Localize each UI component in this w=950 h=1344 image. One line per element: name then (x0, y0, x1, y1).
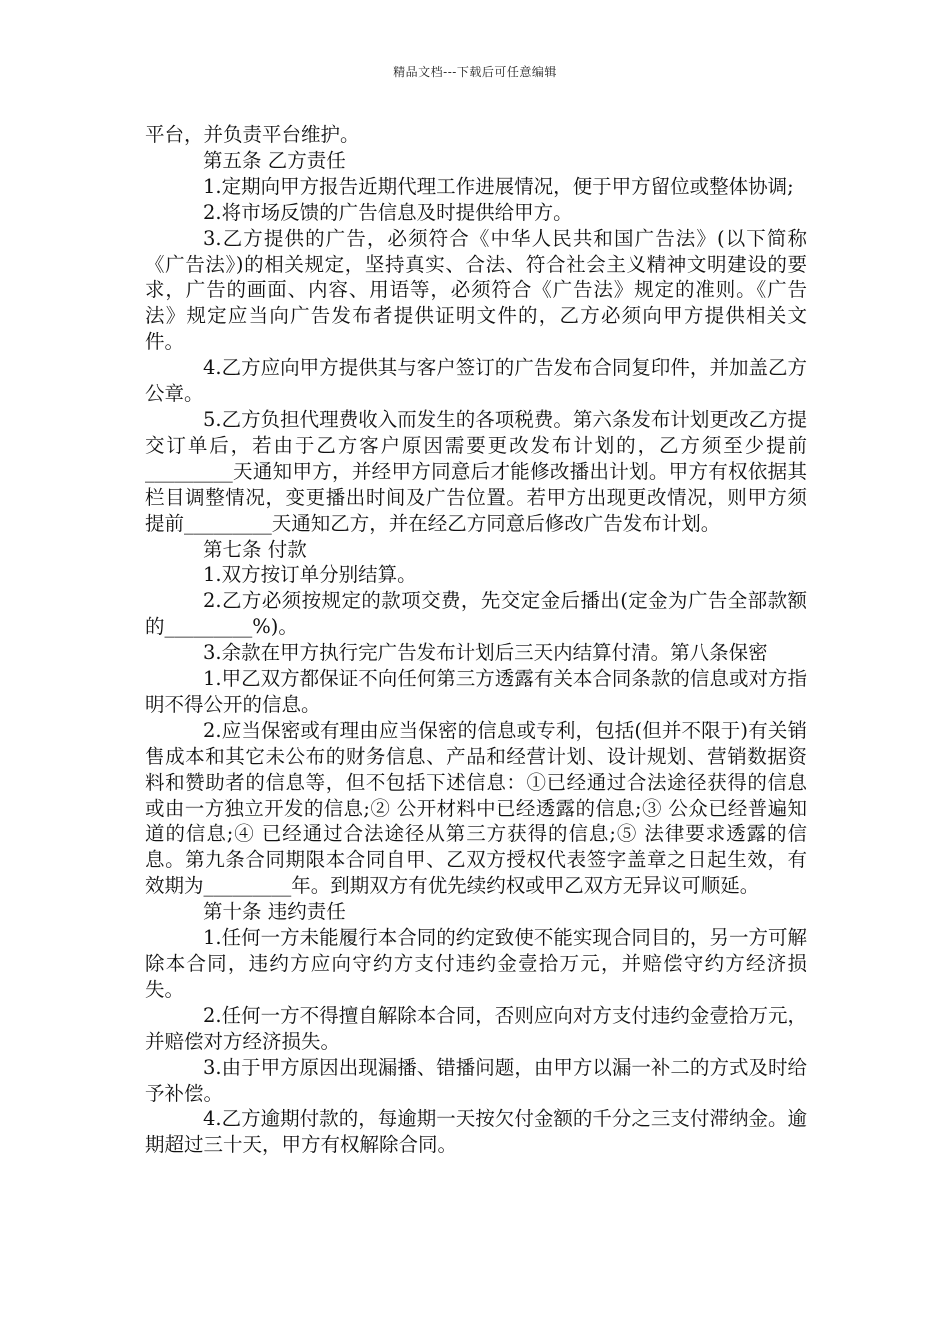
clause-10-4: 4.乙方逾期付款的，每逾期一天按欠付金额的千分之三支付滞纳金。逾期超过三十天，甲方有权解除合同。 (145, 1107, 807, 1157)
clause-5-4: 4.乙方应向甲方提供其与客户签订的广告发布合同复印件，并加盖乙方公章。 (145, 356, 807, 406)
section-heading-article-7: 第七条 付款 (203, 537, 307, 561)
clause-8-1: 1.甲乙双方都保证不向任何第三方透露有关本合同条款的信息或对方指明不得公开的信息。 (145, 667, 807, 716)
clause-5-2: 2.将市场反馈的广告信息及时提供给甲方。 (203, 200, 573, 224)
clause-5-1: 1.定期向甲方报告近期代理工作进展情况，便于甲方留位或整体协调; (203, 174, 794, 198)
clause-7-2: 2.乙方必须按规定的款项交费，先交定金后播出(定金为广告全部款额的_________%)。 (145, 589, 807, 639)
document-body (145, 122, 807, 1158)
clause-7-1: 1.双方按订单分别结算。 (203, 563, 417, 587)
page-header: 精品文档---下载后可任意编辑 (393, 65, 557, 79)
clause-5-5: 5.乙方负担代理费收入而发生的各项税费。第六条发布计划更改乙方提交订单后，若由于乙方客户原因需要更改发布计划的，乙方须至少提前_________天通知甲方，并经甲方同意后才能修改播出计划。甲方有权依据其栏目调整情况，变更播出时间及广告位置。若甲方出现更改情况，则甲方须提前_________天通知乙方，并在经乙方同意后修改广告发布计划。 (145, 407, 807, 535)
clause-7-3: 3.余款在甲方执行完广告发布计划后三天内结算付清。第八条保密 (203, 641, 768, 665)
section-heading-article-10: 第十条 违约责任 (203, 900, 346, 924)
clause-5-3: 3.乙方提供的广告，必须符合《中华人民共和国广告法》(以下简称《广告法》)的相关规定，坚持真实、合法、符合社会主义精神文明建设的要求，广告的画面、内容、用语等，必须符合《广告法》规定的准则。《广告法》规定应当向广告发布者提供证明文件的，乙方必须向甲方提供相关文件。 (145, 226, 807, 354)
paragraph-continuation: 平台，并负责平台维护。 (145, 123, 360, 146)
section-heading-article-5: 第五条 乙方责任 (203, 148, 346, 172)
clause-10-3: 3.由于甲方原因出现漏播、错播问题，由甲方以漏一补二的方式及时给予补偿。 (145, 1055, 807, 1105)
clause-10-2: 2.任何一方不得擅自解除本合同，否则应向对方支付违约金壹拾万元，并赔偿对方经济损失。 (145, 1003, 807, 1053)
clause-10-1: 1.任何一方未能履行本合同的约定致使不能实现合同目的，另一方可解除本合同，违约方应向守约方支付违约金壹拾万元，并赔偿守约方经济损失。 (145, 926, 807, 1001)
clause-8-2: 2.应当保密或有理由应当保密的信息或专利，包括(但并不限于)有关销售成本和其它未公布的财务信息、产品和经营计划、设计规划、营销数据资料和赞助者的信息等，但不包括下述信息：①已经通过合法途径获得的信息或由一方独立开发的信息;② 公开材料中已经透露的信息;③ 公众已经普遍知道的信息;④ 已经通过合法途径从第三方获得的信息;⑤ 法律要求透露的信息。第九条合同期限本合同自甲、乙双方授权代表签字盖章之日起生效，有效期为_________年。到期双方有优先续约权或甲乙双方无异议可顺延。 (145, 718, 807, 898)
